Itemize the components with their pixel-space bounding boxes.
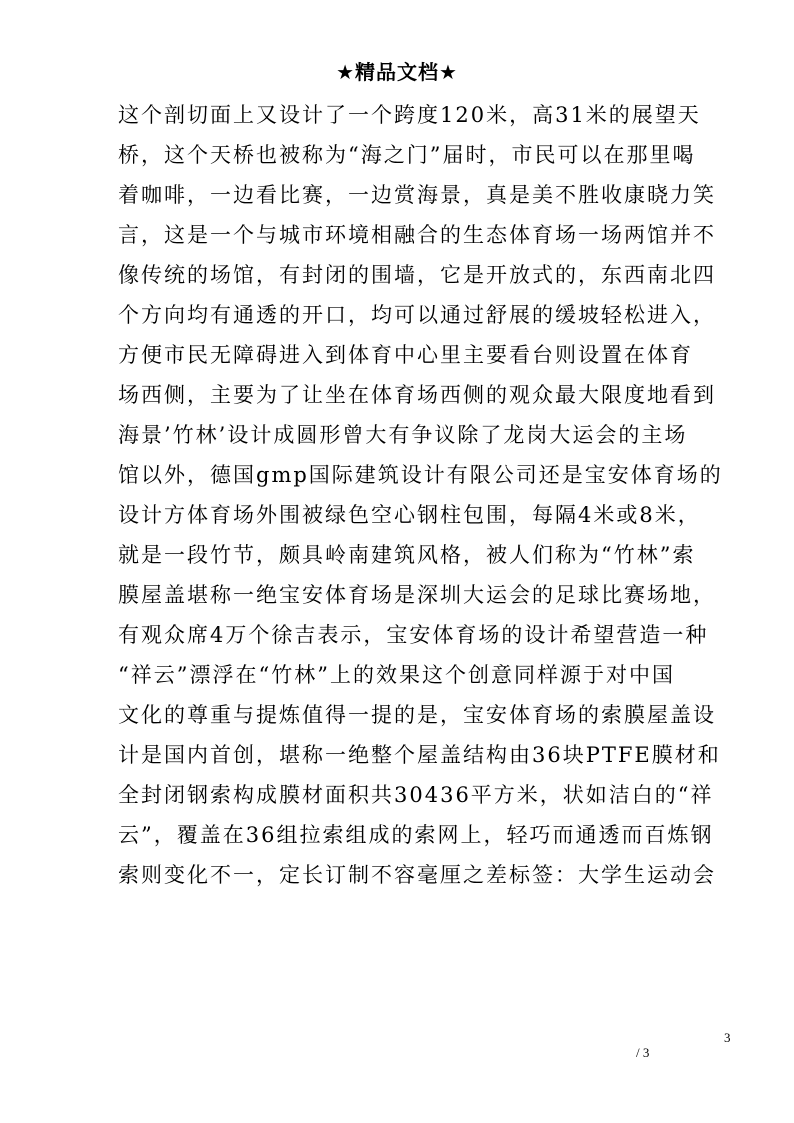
body-line-2: 桥，这个天桥也被称为“海之门”届时，市民可以在那里喝 (118, 143, 696, 167)
body-line-20: 索则变化不一，定长订制不容毫厘之差标签：大学生运动会 (118, 863, 716, 887)
body-line-13: 膜屋盖堪称一绝宝安体育场是深圳大运会的足球比赛场地， (118, 583, 716, 607)
body-line-19: 云”，覆盖在36组拉索组成的索网上，轻巧而通透而百炼钢 (118, 823, 714, 847)
body-line-9: 海景’竹林’设计成圆形曾大有争议除了龙岗大运会的主场 (118, 423, 688, 447)
page-total: / 3 (636, 1045, 650, 1060)
body-line-15: “祥云”漂浮在“竹林”上的效果这个创意同样源于对中国 (118, 663, 675, 687)
body-line-12: 就是一段竹节，颇具岭南建筑风格，被人们称为“竹林”索 (118, 543, 696, 567)
body-line-7: 方便市民无障碍进入到体育中心里主要看台则设置在体育 (118, 343, 693, 367)
body-line-17: 计是国内首创，堪称一绝整个屋盖结构由36块PTFE膜材和 (118, 743, 721, 767)
body-line-11: 设计方体育场外围被绿色空心钢柱包围，每隔4米或8米， (118, 503, 701, 527)
body-line-14: 有观众席4万个徐吉表示，宝安体育场的设计希望营造一种 (118, 623, 709, 647)
body-line-18: 全封闭钢索构成膜材面积共30436平方米，状如洁白的“祥 (118, 783, 714, 807)
body-line-5: 像传统的场馆，有封闭的围墙，它是开放式的，东西南北四 (118, 263, 716, 287)
body-line-8: 场西侧，主要为了让坐在体育场西侧的观众最大限度地看到 (118, 383, 716, 407)
document-header-title: ★精品文档★ (336, 60, 458, 84)
page-number: 3 (724, 1030, 731, 1045)
body-line-10: 馆以外，德国gmp国际建筑设计有限公司还是宝安体育场的 (118, 463, 723, 487)
body-line-1: 这个剖切面上又设计了一个跨度120米，高31米的展望天 (118, 103, 701, 127)
body-line-16: 文化的尊重与提炼值得一提的是，宝安体育场的索膜屋盖设 (118, 703, 716, 727)
document-body (118, 95, 723, 895)
body-line-3: 着咖啡，一边看比赛，一边赏海景，真是美不胜收康晓力笑 (118, 183, 716, 207)
body-line-4: 言，这是一个与城市环境相融合的生态体育场一场两馆并不 (118, 223, 716, 247)
body-line-6: 个方向均有通透的开口，均可以通过舒展的缓坡轻松进入， (118, 303, 716, 327)
